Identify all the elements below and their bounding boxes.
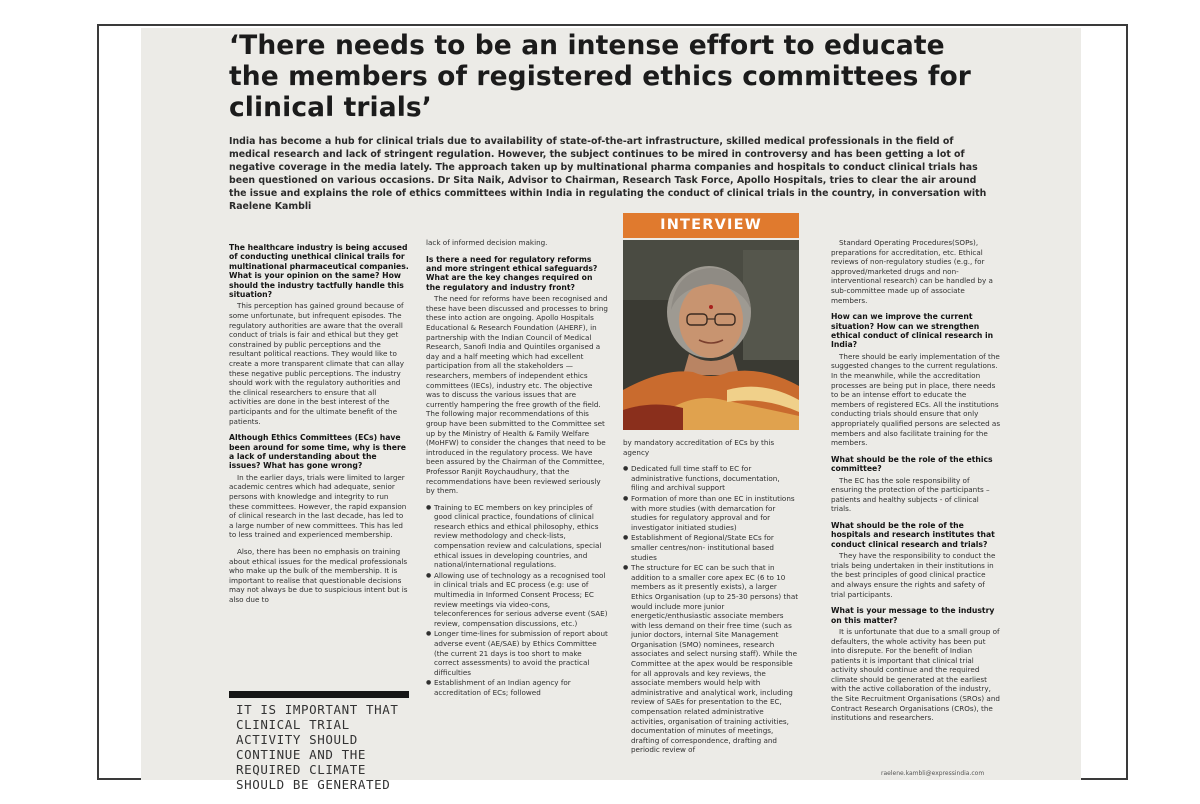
question: What is your message to the industry on this matter? — [831, 606, 995, 625]
standfirst — [229, 135, 989, 214]
column-3 — [623, 438, 799, 780]
answer: The EC has the sole responsibility of ensuring the protection of the participants – patients and healthy subjects - of clinical trials. — [831, 475, 990, 514]
answer: Also, there has been no emphasis on training about ethical issues for the medical professionals who make up the bulk of the membership. It is important to realise that questionable decisions may not always be due to suspicious intent but is also due to — [229, 546, 408, 604]
question: What should be the role of the hospitals and research institutes that conduct clinical research and trials? — [831, 520, 995, 549]
answer: The need for reforms have been recognised and these have been discussed and processes to bring these into action are ongoing. Apollo Hospitals Educational & Research Foundation (AHERF), in partnership with the Indian Council of Medical Research, Sanofi India and Quintiles organised a day and a half meeting which had excellent participation from all the stakeholders — researchers, members of independent ethics committees (IECs), industry etc. The objective was to discuss the various issues that are currently hampering the free growth of the field. The following major recommendations of this group have been submitted to the Committee set up by the Ministry of Health & Family Welfare (MoHFW) to consider the changes that need to be introduced in the regulatory process. We have been assured by the Chairman of the Committee, Professor Ranjit Roychaudhury, that the recommendations have been reviewed seriously by them. — [426, 294, 608, 496]
portrait-photo — [623, 240, 799, 430]
list-item: ● Training to EC members on key principles of good clinical practice, foundations of clinical research ethics and ethical philosophy, ethics review methodology and check-lists, compensation review and calculations, special ethical issues in developing countries, and national/international regulations. — [426, 503, 608, 570]
column-1 — [229, 243, 409, 780]
question: How can we improve the current situation? How can we strengthen ethical conduct of clinical research in India? — [831, 312, 994, 350]
list-item: ● Establishment of Regional/State ECs for smaller centres/non- institutional based studies — [623, 533, 799, 562]
pull-quote-rule — [229, 691, 409, 698]
list-item: ● Establishment of an Indian agency for accreditation of ECs; followed — [426, 678, 608, 697]
list-item: ● Dedicated full time staff to EC for administrative functions, documentation, filing and archival support — [623, 464, 799, 493]
interview-banner: INTERVIEW — [623, 213, 799, 238]
document-frame — [97, 24, 1128, 792]
standfirst-author: Raelene Kambli — [229, 201, 312, 213]
list-item: ● Allowing use of technology as a recognised tool in clinical trials and EC process (e.g: use of multimedia in Informed Consent Process; EC review meetings via video-cons, teleconferences for serious adverse event (SAE) review, compensation discussions, etc.) — [426, 571, 608, 629]
continued-text: by mandatory accreditation of ECs by this agency — [623, 438, 775, 457]
list-item: ● The structure for EC can be such that in addition to a smaller core apex EC (6 to 10 members as it presently exists), a larger Ethics Organisation (up to 25-30 persons) that would include more junior energetic/enthusiastic associate members with less demand on their free time (such as junior doctors, internal Site Management Organisation (SMO) nominees, research associates and select nursing staff). While the Committee at the apex would be responsible for all approvals and key reviews, the associate members would help with administrative and analytical work, including review of SAEs for presentation to the EC, compensation related administrative activities, organisation of training activities, documentation of minutes of meetings, drafting of correspondence, drafting and periodic review of — [623, 563, 799, 755]
portrait-image — [623, 240, 799, 430]
pull-quote: IT IS IMPORTANT THAT CLINICAL TRIAL ACTIVITY SHOULD CONTINUE AND THE REQUIRED CLIMATE SHOULD BE GENERATED — [236, 702, 399, 792]
list-item: ● Formation of more than one EC in institutions with more studies (with demarcation for studies for regulatory approval and for investigator initiated studies) — [623, 494, 799, 532]
standfirst-intro: India has become a hub for clinical trials due to availability of state-of-the-art infrastructure, skilled medical professionals in the field of medical research and lack of stringent regulation. However, the subject continues to be mired in controversy and has been getting a lot of negative coverage in the media lately. The approach taken up by multinational pharma companies and hospitals to conduct clinical trials has been questioned on various occasions. — [229, 136, 978, 187]
answer: In the earlier days, trials were limited to larger academic centres which had adequate, senior persons with knowledge and integrity to run these committees. However, the rapid expansion of clinical research in the last decade, has led to a large number of new committees. This has led to less trained and experienced membership. — [229, 472, 407, 540]
magazine-page — [141, 28, 1081, 792]
column-2 — [426, 238, 608, 775]
continued-text: Standard Operating Procedures(SOPs), preparations for accreditation, etc. Ethical reviews of non-regulatory studies (e.g., for approved/marketed drugs and non-interventional research) can be handled by a sub-committee made up of associate members. — [831, 238, 993, 305]
answer: They have the responsibility to conduct the trials being undertaken in their institutions in the best principles of good clinical practice and always ensure the rights and safety of trial participants. — [831, 551, 996, 599]
recommendation-list — [623, 464, 799, 755]
question: What should be the role of the ethics committee? — [831, 454, 993, 474]
standfirst-middle: tries to clear the air around the issue and explains the role of ethics committees within India in regulating the conduct of clinical trials in the country, in conversation with — [229, 175, 987, 200]
question: Although Ethics Committees (ECs) have been around for some time, why is there a lack of understanding about the issues? What has gone wrong? — [229, 433, 406, 471]
standfirst-person: Dr Sita Naik, Advisor to Chairman, Research Task Force, Apollo Hospitals, — [437, 175, 827, 187]
answer: There should be early implementation of the suggested changes to the current regulations. In the meanwhile, while the accreditation processes are being put in place, there needs to be an intense effort to educate the members of registered ECs. All the institutions conducting trials should ensure that only appropriately qualified persons are selected as members and also facilitate training for the members. — [831, 351, 1001, 448]
question: The healthcare industry is being accused of conducting unethical clinical trails for multinational pharmaceutical companies. What is your opinion on the same? How should the industry tactfully handle this situation? — [229, 243, 409, 300]
column-4 — [831, 238, 1001, 775]
recommendation-list — [426, 503, 608, 698]
list-item: ● Longer time-lines for submission of report about adverse event (AE/SAE) by Ethics Committee (the current 21 days is too short to make correct assessments) to avoid the practical difficulties — [426, 629, 608, 677]
answer: It is unfortunate that due to a small group of defaulters, the whole activity has been put into disrepute. For the benefit of Indian patients it is important that clinical trial activity should continue and the required climate should be generated at the earliest with the active collaboration of the industry, the Site Recruitment Organisations (SROs) and Contract Research Organisations (CROs), the institutions and researchers. — [831, 626, 1000, 723]
continued-text: lack of informed decision making. — [426, 238, 548, 247]
answer: This perception has gained ground because of some unfortunate, but infrequent episodes. The regulatory authorities are aware that the overall conduct of trials is fair and ethical but they get constrained by public perceptions and the resultant political reactions. They would like to create a more transparent climate that can allay these negative public perceptions. The industry should work with the regulatory authorities and the clinical researchers to ensure that all activities are done in the best interest of the participants and for the ultimate benefit of the patients. — [229, 301, 405, 426]
headline: ‘There needs to be an intense effort to educate the members of registered ethics committees for clinical trials’ — [229, 30, 971, 123]
question: Is there a need for regulatory reforms and more stringent ethical safeguards? What are the key changes required on the regulatory and industry front? — [426, 254, 598, 292]
author-email: raelene.kambli@expressindia.com — [881, 770, 985, 777]
